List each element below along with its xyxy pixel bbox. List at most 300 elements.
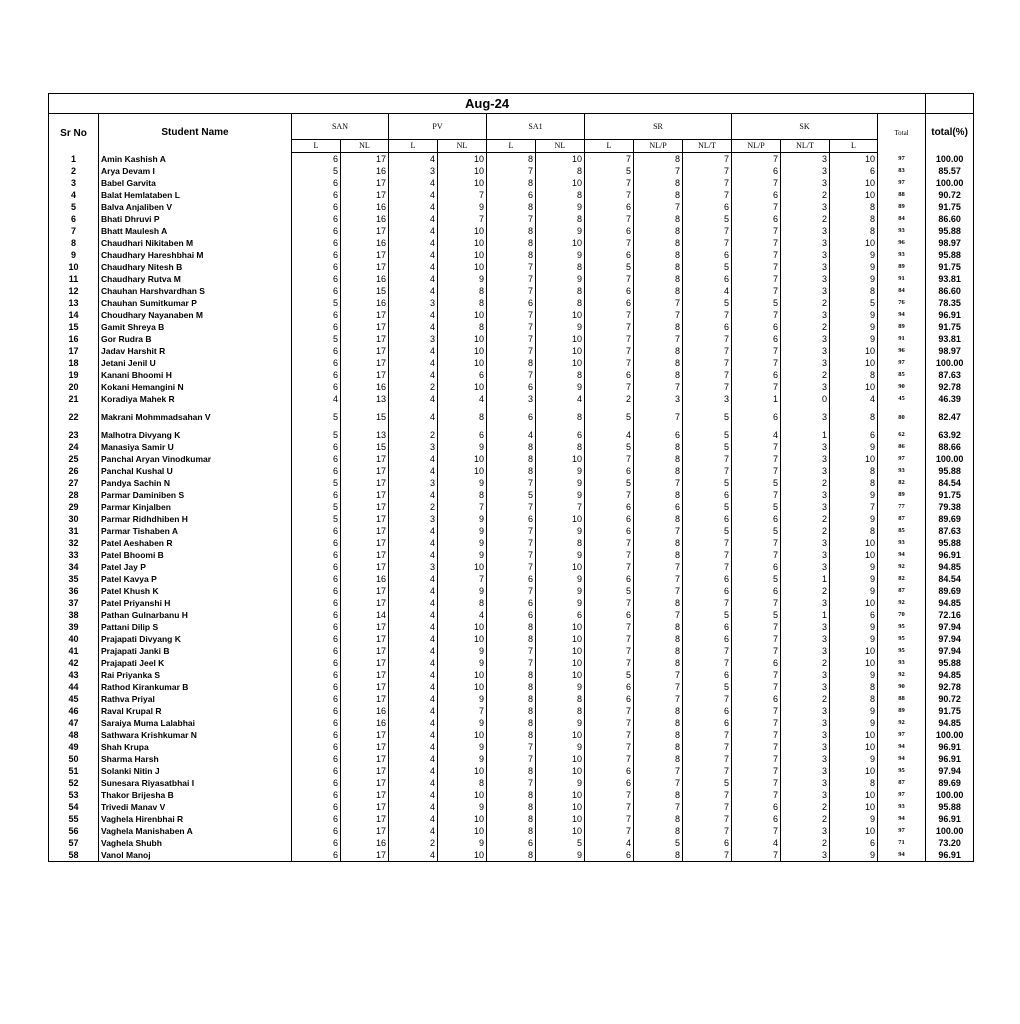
score-cell: 10 <box>438 225 487 237</box>
score-cell: 8 <box>634 825 683 837</box>
score-cell: 7 <box>683 153 732 166</box>
score-cell: 10 <box>536 153 585 166</box>
score-cell: 8 <box>634 285 683 297</box>
student-name-cell: Vaghela Manishaben A <box>99 825 292 837</box>
score-cell: 3 <box>781 681 830 693</box>
student-name-cell: Rathva Priyal <box>99 693 292 705</box>
score-cell: 8 <box>634 249 683 261</box>
subheader-cell: NL <box>536 140 585 153</box>
total-cell: 84 <box>878 213 926 225</box>
score-cell: 6 <box>585 513 634 525</box>
sr-no-cell: 52 <box>49 777 99 789</box>
score-cell: 17 <box>341 261 389 273</box>
score-cell: 8 <box>634 453 683 465</box>
sr-no-cell: 31 <box>49 525 99 537</box>
score-cell: 13 <box>341 429 389 441</box>
score-cell: 6 <box>292 597 341 609</box>
table-row <box>49 837 974 849</box>
score-cell: 6 <box>585 693 634 705</box>
score-cell: 17 <box>341 345 389 357</box>
score-cell: 9 <box>830 249 878 261</box>
total-cell: 94 <box>878 549 926 561</box>
student-name-cell: Prajapati Jeel K <box>99 657 292 669</box>
score-cell: 3 <box>389 513 438 525</box>
score-cell: 3 <box>487 393 536 405</box>
total-cell: 92 <box>878 669 926 681</box>
table-row <box>49 669 974 681</box>
score-cell: 17 <box>341 321 389 333</box>
score-cell: 9 <box>438 537 487 549</box>
score-cell: 7 <box>634 681 683 693</box>
score-cell: 3 <box>781 177 830 189</box>
total-cell: 94 <box>878 849 926 862</box>
score-cell: 17 <box>341 693 389 705</box>
score-cell: 3 <box>781 765 830 777</box>
score-cell: 6 <box>683 705 732 717</box>
score-cell: 4 <box>683 285 732 297</box>
table-row <box>49 489 974 501</box>
score-cell: 7 <box>585 357 634 369</box>
score-cell: 8 <box>634 369 683 381</box>
score-cell: 6 <box>634 429 683 441</box>
score-cell: 4 <box>389 789 438 801</box>
score-cell: 10 <box>438 153 487 166</box>
score-cell: 6 <box>292 825 341 837</box>
score-cell: 6 <box>683 717 732 729</box>
score-cell: 4 <box>389 669 438 681</box>
score-cell: 1 <box>781 573 830 585</box>
score-cell: 10 <box>438 261 487 273</box>
score-cell: 6 <box>292 609 341 621</box>
score-cell: 6 <box>732 801 781 813</box>
student-name-cell: Panchal Kushal U <box>99 465 292 477</box>
score-cell: 9 <box>536 777 585 789</box>
score-cell: 7 <box>634 585 683 597</box>
table-row <box>49 813 974 825</box>
table-row <box>49 285 974 297</box>
score-cell: 8 <box>634 225 683 237</box>
score-cell: 7 <box>683 753 732 765</box>
sr-no-cell: 49 <box>49 741 99 753</box>
score-cell: 7 <box>585 801 634 813</box>
score-cell: 3 <box>781 285 830 297</box>
student-name-cell: Jetani Jenil U <box>99 357 292 369</box>
score-cell: 17 <box>341 645 389 657</box>
score-cell: 7 <box>683 549 732 561</box>
score-cell: 9 <box>438 273 487 285</box>
score-cell: 7 <box>732 537 781 549</box>
score-cell: 9 <box>830 441 878 453</box>
score-cell: 3 <box>781 789 830 801</box>
total-cell: 95 <box>878 621 926 633</box>
total-cell: 88 <box>878 189 926 201</box>
total-cell: 88 <box>878 693 926 705</box>
student-name-cell: Patel Jay P <box>99 561 292 573</box>
sr-no-cell: 58 <box>49 849 99 862</box>
score-cell: 6 <box>292 321 341 333</box>
total-percent-cell: 85.57 <box>926 165 974 177</box>
score-cell: 7 <box>732 765 781 777</box>
total-percent-cell: 100.00 <box>926 729 974 741</box>
score-cell: 10 <box>438 165 487 177</box>
score-cell: 8 <box>634 741 683 753</box>
total-cell: 95 <box>878 633 926 645</box>
table-row <box>49 393 974 405</box>
student-name-cell: Arya Devam I <box>99 165 292 177</box>
score-cell: 17 <box>341 309 389 321</box>
score-cell: 17 <box>341 537 389 549</box>
table-row <box>49 165 974 177</box>
total-cell: 90 <box>878 381 926 393</box>
score-cell: 8 <box>487 249 536 261</box>
score-cell: 8 <box>536 213 585 225</box>
score-cell: 6 <box>585 777 634 789</box>
total-cell: 62 <box>878 429 926 441</box>
total-cell: 97 <box>878 357 926 369</box>
score-cell: 0 <box>781 393 830 405</box>
score-cell: 8 <box>830 777 878 789</box>
score-cell: 6 <box>683 633 732 645</box>
sheet-title: Aug-24 <box>49 94 926 114</box>
table-row <box>49 621 974 633</box>
score-cell: 6 <box>732 693 781 705</box>
sr-no-cell: 28 <box>49 489 99 501</box>
score-cell: 7 <box>634 609 683 621</box>
score-cell: 6 <box>292 237 341 249</box>
subheader-cell: NL <box>438 140 487 153</box>
score-cell: 16 <box>341 237 389 249</box>
score-cell: 17 <box>341 525 389 537</box>
score-cell: 9 <box>536 681 585 693</box>
score-cell: 9 <box>536 489 585 501</box>
student-name-cell: Koradiya Mahek R <box>99 393 292 405</box>
score-cell: 7 <box>585 537 634 549</box>
student-name-cell: Bhatt Maulesh A <box>99 225 292 237</box>
score-table <box>48 93 974 862</box>
score-cell: 3 <box>781 729 830 741</box>
total-cell: 93 <box>878 537 926 549</box>
total-percent-cell: 73.20 <box>926 837 974 849</box>
score-cell: 6 <box>292 837 341 849</box>
score-cell: 16 <box>341 705 389 717</box>
score-cell: 7 <box>585 597 634 609</box>
group-header-san: SAN <box>292 114 389 140</box>
score-cell: 9 <box>830 669 878 681</box>
score-cell: 10 <box>830 765 878 777</box>
score-cell: 9 <box>830 717 878 729</box>
student-name-cell: Patel Aeshaben R <box>99 537 292 549</box>
total-percent-cell: 100.00 <box>926 789 974 801</box>
score-cell: 8 <box>487 621 536 633</box>
table-row <box>49 441 974 453</box>
student-name-cell: Kanani Bhoomi H <box>99 369 292 381</box>
score-cell: 3 <box>781 309 830 321</box>
score-cell: 6 <box>292 357 341 369</box>
score-cell: 8 <box>487 441 536 453</box>
score-cell: 4 <box>389 645 438 657</box>
score-cell: 7 <box>634 405 683 429</box>
score-cell: 4 <box>389 273 438 285</box>
total-cell: 92 <box>878 717 926 729</box>
score-cell: 8 <box>634 657 683 669</box>
score-cell: 17 <box>341 597 389 609</box>
score-cell: 10 <box>536 309 585 321</box>
sr-no-cell: 6 <box>49 213 99 225</box>
sr-no-cell: 18 <box>49 357 99 369</box>
score-cell: 8 <box>487 765 536 777</box>
sr-no-cell: 50 <box>49 753 99 765</box>
score-cell: 10 <box>830 357 878 369</box>
score-cell: 8 <box>536 165 585 177</box>
total-percent-cell: 98.97 <box>926 345 974 357</box>
score-cell: 13 <box>341 393 389 405</box>
score-cell: 6 <box>292 681 341 693</box>
score-cell: 17 <box>341 813 389 825</box>
score-cell: 8 <box>438 285 487 297</box>
score-cell: 6 <box>292 741 341 753</box>
score-cell: 4 <box>389 189 438 201</box>
total-percent-cell: 97.94 <box>926 621 974 633</box>
total-cell: 94 <box>878 753 926 765</box>
score-cell: 4 <box>389 681 438 693</box>
total-cell: 91 <box>878 333 926 345</box>
score-cell: 4 <box>389 657 438 669</box>
score-cell: 4 <box>438 393 487 405</box>
table-row <box>49 549 974 561</box>
score-cell: 10 <box>536 345 585 357</box>
score-cell: 4 <box>389 249 438 261</box>
score-cell: 3 <box>781 645 830 657</box>
sr-no-cell: 42 <box>49 657 99 669</box>
student-name-cell: Vanol Manoj <box>99 849 292 862</box>
score-cell: 10 <box>536 753 585 765</box>
score-cell: 17 <box>341 369 389 381</box>
score-cell: 2 <box>781 213 830 225</box>
score-cell: 3 <box>781 537 830 549</box>
score-cell: 8 <box>634 189 683 201</box>
score-cell: 2 <box>781 477 830 489</box>
score-cell: 8 <box>634 153 683 166</box>
score-cell: 6 <box>683 621 732 633</box>
score-cell: 6 <box>487 381 536 393</box>
score-cell: 17 <box>341 489 389 501</box>
total-cell: 95 <box>878 765 926 777</box>
score-cell: 7 <box>732 705 781 717</box>
score-cell: 7 <box>683 357 732 369</box>
total-percent-cell: 87.63 <box>926 525 974 537</box>
score-cell: 17 <box>341 465 389 477</box>
score-cell: 5 <box>683 297 732 309</box>
score-cell: 5 <box>292 333 341 345</box>
sr-no-cell: 43 <box>49 669 99 681</box>
score-cell: 9 <box>830 333 878 345</box>
score-cell: 4 <box>732 837 781 849</box>
score-cell: 3 <box>781 705 830 717</box>
score-cell: 6 <box>585 465 634 477</box>
score-cell: 10 <box>830 453 878 465</box>
score-cell: 10 <box>536 825 585 837</box>
table-row <box>49 849 974 862</box>
score-cell: 6 <box>585 225 634 237</box>
total-percent-cell: 78.35 <box>926 297 974 309</box>
score-cell: 2 <box>781 657 830 669</box>
score-cell: 7 <box>732 849 781 862</box>
sr-no-cell: 25 <box>49 453 99 465</box>
score-cell: 7 <box>683 561 732 573</box>
total-percent-cell: 93.81 <box>926 273 974 285</box>
score-cell: 9 <box>830 321 878 333</box>
score-cell: 9 <box>438 717 487 729</box>
score-cell: 8 <box>487 357 536 369</box>
score-cell: 2 <box>781 813 830 825</box>
score-cell: 7 <box>683 345 732 357</box>
score-cell: 8 <box>438 297 487 309</box>
score-cell: 6 <box>732 561 781 573</box>
score-cell: 8 <box>634 549 683 561</box>
score-cell: 3 <box>781 333 830 345</box>
student-name-cell: Sharma Harsh <box>99 753 292 765</box>
score-cell: 8 <box>536 297 585 309</box>
score-cell: 6 <box>292 657 341 669</box>
score-cell: 3 <box>781 753 830 765</box>
score-cell: 6 <box>292 561 341 573</box>
score-cell: 4 <box>389 153 438 166</box>
score-cell: 2 <box>781 693 830 705</box>
table-row <box>49 501 974 513</box>
score-cell: 7 <box>487 549 536 561</box>
score-cell: 17 <box>341 225 389 237</box>
score-cell: 7 <box>634 765 683 777</box>
total-percent-cell: 97.94 <box>926 645 974 657</box>
score-cell: 4 <box>389 741 438 753</box>
total-percent-cell: 79.38 <box>926 501 974 513</box>
score-cell: 16 <box>341 273 389 285</box>
total-percent-cell: 96.91 <box>926 849 974 862</box>
score-cell: 8 <box>830 681 878 693</box>
score-cell: 8 <box>634 753 683 765</box>
score-cell: 6 <box>292 525 341 537</box>
score-cell: 4 <box>389 285 438 297</box>
score-cell: 5 <box>683 681 732 693</box>
score-cell: 7 <box>585 813 634 825</box>
table-row <box>49 189 974 201</box>
score-cell: 6 <box>487 405 536 429</box>
student-name-cell: Sathwara Krishkumar N <box>99 729 292 741</box>
student-name-cell: Patel Khush K <box>99 585 292 597</box>
sr-no-cell: 12 <box>49 285 99 297</box>
score-cell: 9 <box>438 801 487 813</box>
score-cell: 4 <box>389 825 438 837</box>
score-cell: 9 <box>830 753 878 765</box>
student-name-cell: Parmar Kinjalben <box>99 501 292 513</box>
score-cell: 10 <box>438 453 487 465</box>
student-name-cell: Choudhary Nayanaben M <box>99 309 292 321</box>
score-cell: 6 <box>292 753 341 765</box>
score-cell: 7 <box>487 261 536 273</box>
score-cell: 9 <box>536 201 585 213</box>
student-name-cell: Patel Priyanshi H <box>99 597 292 609</box>
score-cell: 6 <box>292 573 341 585</box>
score-cell: 16 <box>341 717 389 729</box>
score-cell: 9 <box>438 585 487 597</box>
score-cell: 10 <box>536 765 585 777</box>
score-cell: 4 <box>830 393 878 405</box>
table-row <box>49 777 974 789</box>
score-cell: 7 <box>487 753 536 765</box>
total-percent-cell: 94.85 <box>926 669 974 681</box>
score-cell: 10 <box>438 729 487 741</box>
score-cell: 7 <box>732 681 781 693</box>
score-cell: 7 <box>634 165 683 177</box>
score-cell: 8 <box>487 825 536 837</box>
score-cell: 7 <box>732 489 781 501</box>
score-cell: 6 <box>438 429 487 441</box>
table-row <box>49 765 974 777</box>
score-cell: 8 <box>438 489 487 501</box>
score-cell: 10 <box>830 381 878 393</box>
score-cell: 3 <box>781 357 830 369</box>
score-cell: 10 <box>536 657 585 669</box>
score-cell: 9 <box>536 381 585 393</box>
score-cell: 6 <box>830 429 878 441</box>
table-row <box>49 273 974 285</box>
score-cell: 3 <box>389 561 438 573</box>
total-cell: 82 <box>878 477 926 489</box>
score-cell: 17 <box>341 657 389 669</box>
sr-no-cell: 34 <box>49 561 99 573</box>
score-cell: 7 <box>683 165 732 177</box>
score-cell: 10 <box>536 633 585 645</box>
score-cell: 5 <box>830 297 878 309</box>
total-percent-cell: 100.00 <box>926 357 974 369</box>
table-row <box>49 453 974 465</box>
student-name-cell: Amin Kashish A <box>99 153 292 166</box>
score-cell: 8 <box>536 705 585 717</box>
score-cell: 8 <box>536 369 585 381</box>
sr-no-cell: 1 <box>49 153 99 166</box>
score-cell: 6 <box>732 813 781 825</box>
total-percent-cell: 94.85 <box>926 597 974 609</box>
score-cell: 10 <box>830 237 878 249</box>
total-percent-cell: 90.72 <box>926 189 974 201</box>
score-cell: 9 <box>536 549 585 561</box>
score-cell: 7 <box>634 573 683 585</box>
student-name-cell: Sunesara Riyasatbhai I <box>99 777 292 789</box>
score-cell: 7 <box>487 477 536 489</box>
score-cell: 7 <box>585 333 634 345</box>
score-cell: 10 <box>438 633 487 645</box>
score-cell: 8 <box>487 705 536 717</box>
score-cell: 6 <box>292 441 341 453</box>
score-cell: 5 <box>683 429 732 441</box>
score-cell: 5 <box>732 477 781 489</box>
sr-no-cell: 57 <box>49 837 99 849</box>
score-cell: 6 <box>732 657 781 669</box>
student-name-cell: Vaghela Hirenbhai R <box>99 813 292 825</box>
score-cell: 6 <box>683 669 732 681</box>
total-cell: 93 <box>878 465 926 477</box>
score-cell: 8 <box>438 405 487 429</box>
student-name-cell: Chauhan Sumitkumar P <box>99 297 292 309</box>
score-cell: 17 <box>341 669 389 681</box>
score-cell: 10 <box>536 561 585 573</box>
score-cell: 8 <box>634 597 683 609</box>
table-row <box>49 609 974 621</box>
total-cell: 93 <box>878 801 926 813</box>
score-cell: 3 <box>781 549 830 561</box>
table-row <box>49 297 974 309</box>
student-name-cell: Balva Anjaliben V <box>99 201 292 213</box>
